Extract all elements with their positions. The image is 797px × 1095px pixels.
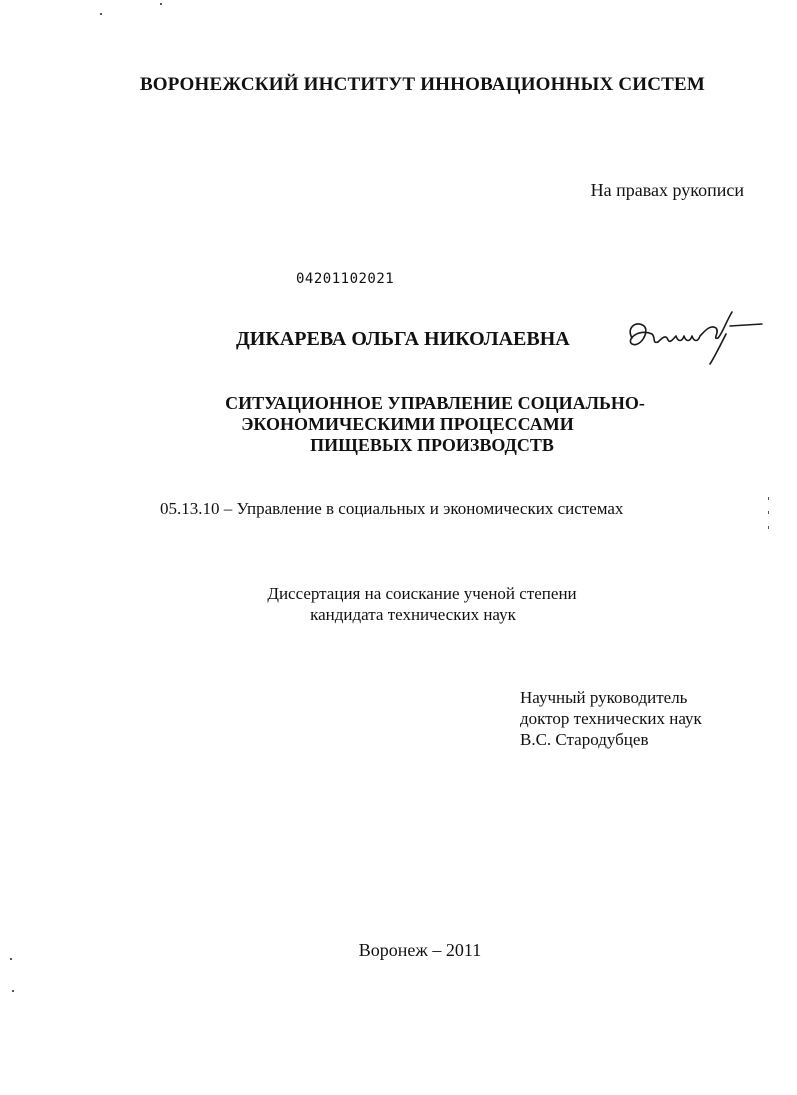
registration-code: 04201102021 xyxy=(296,271,395,287)
scan-speck xyxy=(768,497,769,500)
dissertation-degree xyxy=(247,583,597,625)
supervisor-degree: доктор технических наук xyxy=(520,709,702,728)
scan-speck xyxy=(768,526,769,529)
specialty-code: 05.13.10 – Управление в социальных и экономических системах xyxy=(160,499,624,518)
dissertation-title xyxy=(150,393,720,456)
title-line: ЭКОНОМИЧЕСКИМИ ПРОЦЕССАМИ xyxy=(241,414,574,434)
institute-name: ВОРОНЕЖСКИЙ ИНСТИТУТ ИННОВАЦИОННЫХ СИСТЕМ xyxy=(139,74,706,95)
title-line: ПИЩЕВЫХ ПРОИЗВОДСТВ xyxy=(310,435,554,455)
author-name: ДИКАРЕВА ОЛЬГА НИКОЛАЕВНА xyxy=(236,328,570,350)
handwritten-signature xyxy=(622,298,772,368)
supervisor-role: Научный руководитель xyxy=(520,688,688,707)
scan-speck xyxy=(12,990,14,992)
scan-speck xyxy=(160,3,162,5)
title-line: СИТУАЦИОННОЕ УПРАВЛЕНИЕ СОЦИАЛЬНО- xyxy=(225,393,645,413)
supervisor-block xyxy=(520,687,702,750)
scan-speck xyxy=(100,13,102,15)
degree-line: Диссертация на соискание ученой степени xyxy=(267,584,577,603)
scan-speck xyxy=(10,958,12,960)
supervisor-name: В.С. Стародубцев xyxy=(520,730,649,749)
scan-speck xyxy=(768,511,769,514)
degree-line: кандидата технических наук xyxy=(310,605,516,624)
city-year: Воронеж – 2011 xyxy=(358,940,482,960)
manuscript-rights-note: На правах рукописи xyxy=(590,180,744,200)
